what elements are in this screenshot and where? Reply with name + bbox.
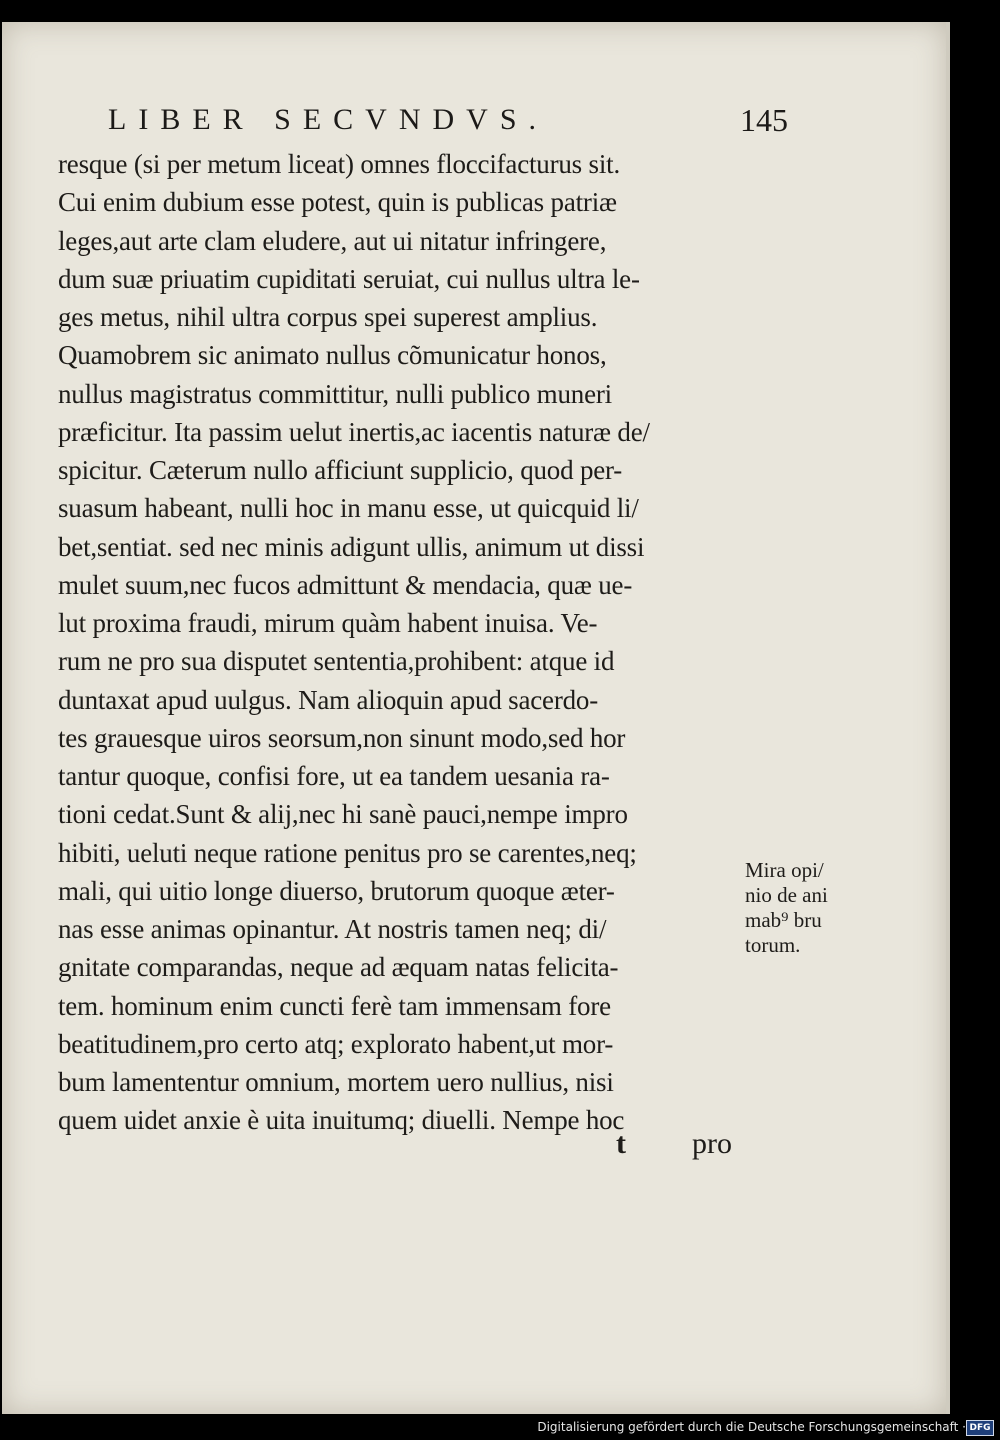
- marginal-note: [745, 858, 865, 958]
- running-head: [108, 100, 808, 140]
- text-line: nas esse animas opinantur. At nostris tamen neq; di/: [58, 914, 607, 944]
- text-line: tantur quoque, confisi fore, ut ea tandem uesania ra-: [58, 761, 610, 791]
- catchword: pro: [692, 1127, 732, 1160]
- text-line: lut proxima fraudi, mirum quàm habent inuisa. Ve-: [58, 608, 598, 638]
- text-line: mali, qui uitio longe diuerso, brutorum quoque æter-: [58, 875, 615, 906]
- text-line: quem uidet anxie è uita inuitumq; diuelli. Nempe hoc: [58, 1105, 625, 1136]
- text-line: spicitur. Cæterum nullo afficiunt supplicio, quod per-: [58, 455, 623, 485]
- text-line: mulet suum,nec fucos admittunt & mendacia, quæ ue-: [58, 569, 633, 600]
- page-edge: [946, 22, 950, 1414]
- text-line: dum suæ priuatim cupiditati seruiat, cui nullus ultra le-: [58, 263, 640, 294]
- text-line: hibiti, ueluti neque ratione penitus pro se carentes,neq;: [58, 837, 637, 868]
- text-line: beatitudinem,pro certo atq; explorato habent,ut mor-: [58, 1028, 614, 1059]
- signature-mark: t: [616, 1127, 626, 1160]
- marginal-note-line: Mira opi/: [745, 858, 824, 882]
- text-line: ges metus, nihil ultra corpus spei superest amplius.: [58, 302, 598, 332]
- text-line: tioni cedat.Sunt & alij,nec hi sanè pauci,nempe impro: [58, 799, 628, 830]
- text-line: tem. hominum enim cuncti ferè tam immensam fore: [58, 990, 611, 1021]
- text-line: suasum habeant, nulli hoc in manu esse, ut quicquid li/: [58, 493, 639, 524]
- text-line: rum ne pro sua disputet sententia,prohibent: atque id: [58, 646, 615, 677]
- text-line: tes grauesque uiros seorsum,non sinunt modo,sed hor: [58, 722, 626, 753]
- page-number: 145: [740, 102, 788, 138]
- running-title: LIBER SECVNDVS.: [108, 103, 549, 136]
- text-line: nullus magistratus committitur, nulli publico muneri: [58, 378, 612, 409]
- digitization-credit: Digitalisierung gefördert durch die Deutsche Forschungsgemeinschaft ·: [537, 1420, 966, 1434]
- marginal-note-line: torum.: [745, 933, 801, 957]
- text-line: gnitate comparandas, neque ad æquam natas felicita-: [58, 952, 619, 983]
- text-line: leges,aut arte clam eludere, aut ui nitatur infringere,: [58, 225, 607, 256]
- text-line: Cui enim dubium esse potest, quin is publicas patriæ: [58, 187, 617, 218]
- body-text: [58, 145, 748, 1140]
- marginal-note-line: nio de ani: [745, 883, 828, 907]
- text-line: præficitur. Ita passim uelut inertis,ac iacentis naturæ de/: [58, 416, 650, 447]
- text-line: bet,sentiat. sed nec minis adigunt ullis, animum ut dissi: [58, 531, 645, 562]
- text-line: duntaxat apud uulgus. Nam alioquin apud sacerdo-: [58, 684, 599, 715]
- text-line: Quamobrem sic animato nullus cõmunicatur honos,: [58, 340, 607, 371]
- dfg-logo-icon: DFG: [966, 1420, 994, 1436]
- catchwords: [588, 1124, 748, 1164]
- marginal-note-line: mab⁹ bru: [745, 908, 822, 932]
- text-line: bum lamententur omnium, mortem uero nullius, nisi: [58, 1067, 614, 1097]
- text-line: resque (si per metum liceat) omnes floccifacturus sit.: [58, 149, 621, 179]
